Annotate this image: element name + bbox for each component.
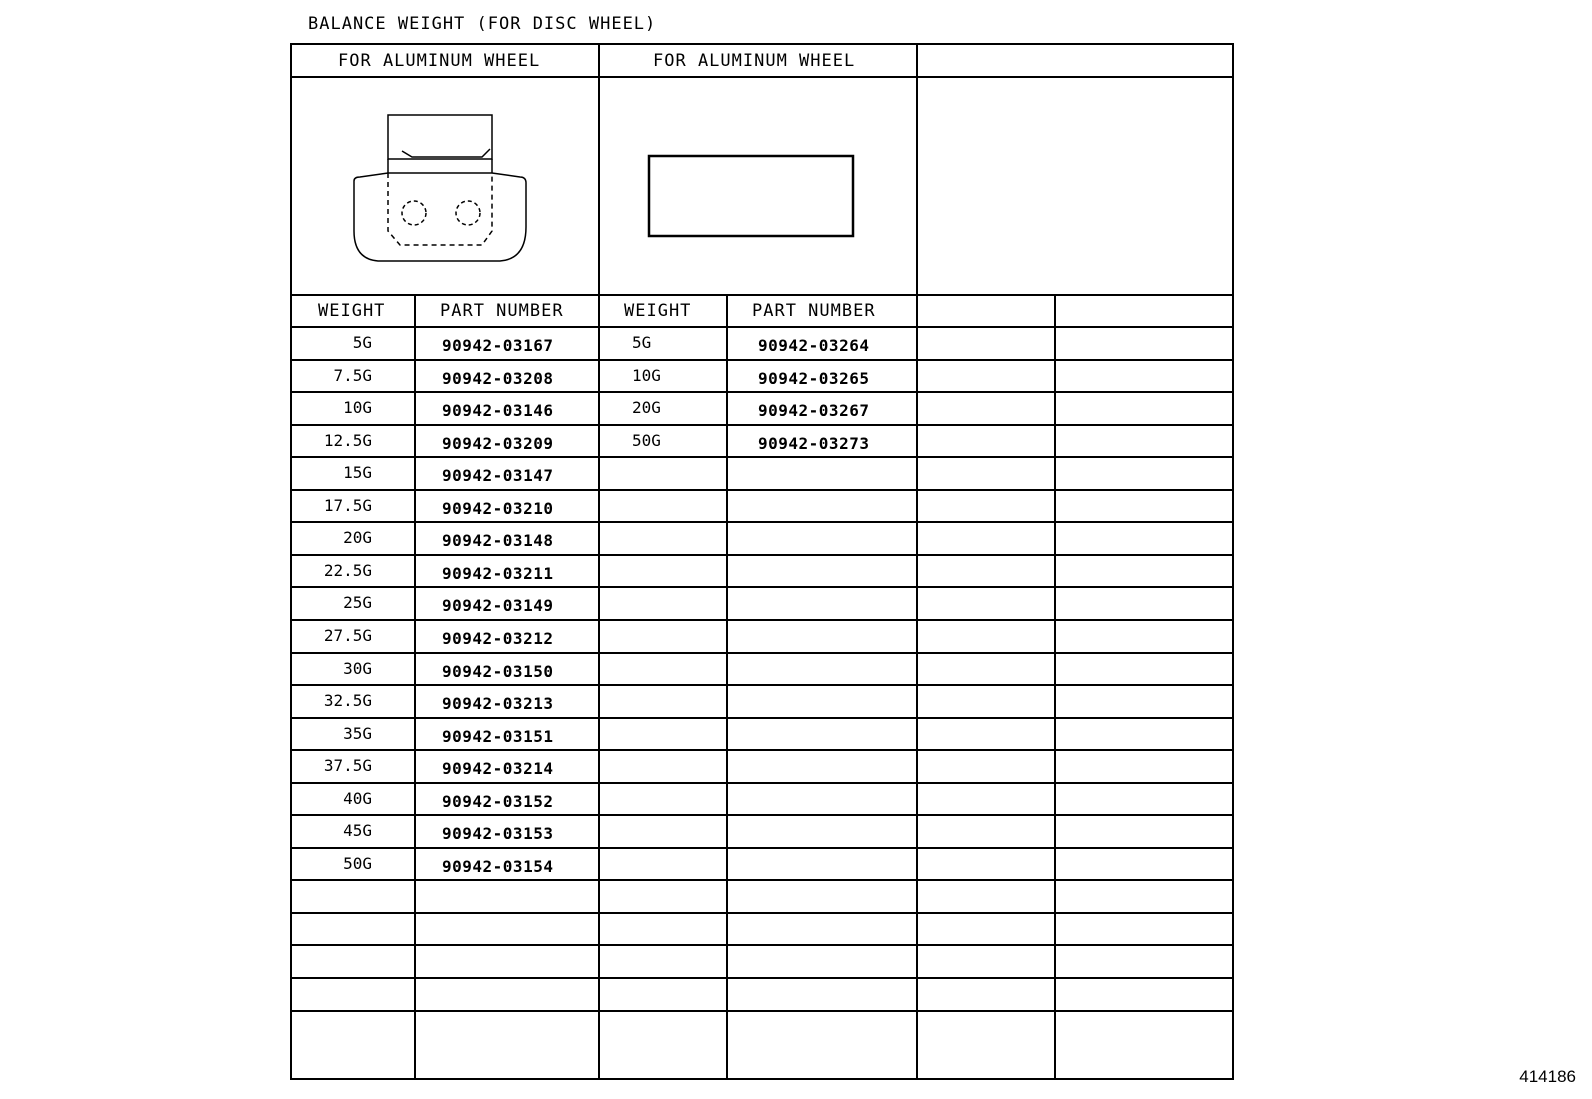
drawing-rule xyxy=(290,294,1234,296)
subcolumn-divider xyxy=(1054,294,1056,1080)
row-rule xyxy=(290,424,1234,426)
row-rule xyxy=(290,554,1234,556)
part-number-cell: 90942-03210 xyxy=(442,499,554,518)
row-rule xyxy=(290,977,1234,979)
weight-cell: 37.5G xyxy=(323,756,372,775)
weight-header: WEIGHT xyxy=(318,301,386,321)
weight-cell: 15G xyxy=(343,463,372,482)
part-number-cell: 90942-03147 xyxy=(442,466,554,485)
subcolumn-divider xyxy=(726,294,728,1080)
part-number-cell: 90942-03265 xyxy=(758,369,870,388)
part-number-cell: 90942-03148 xyxy=(442,531,554,550)
column-heading: FOR ALUMINUM WHEEL xyxy=(338,51,541,71)
part-number-cell: 90942-03267 xyxy=(758,401,870,420)
part-number-cell: 90942-03167 xyxy=(442,336,554,355)
column-heading: FOR ALUMINUM WHEEL xyxy=(653,51,856,71)
part-number-cell: 90942-03149 xyxy=(442,596,554,615)
weight-cell: 35G xyxy=(343,724,372,743)
balance-weight-table xyxy=(290,43,1234,1080)
row-rule xyxy=(290,359,1234,361)
part-number-header: PART NUMBER xyxy=(752,301,876,321)
adhesive-balance-weight-icon xyxy=(646,153,856,239)
weight-cell: 20G xyxy=(632,398,661,417)
part-number-cell: 90942-03150 xyxy=(442,662,554,681)
weight-cell: 27.5G xyxy=(323,626,372,645)
part-number-cell: 90942-03209 xyxy=(442,434,554,453)
row-rule xyxy=(290,586,1234,588)
row-rule xyxy=(290,391,1234,393)
row-rule xyxy=(290,782,1234,784)
part-number-cell: 90942-03153 xyxy=(442,824,554,843)
row-rule xyxy=(290,489,1234,491)
heading-rule xyxy=(290,76,1234,78)
row-rule xyxy=(290,326,1234,328)
row-rule xyxy=(290,619,1234,621)
weight-cell: 12.5G xyxy=(323,431,372,450)
weight-cell: 10G xyxy=(343,398,372,417)
column-divider xyxy=(916,43,918,1080)
weight-cell: 50G xyxy=(632,431,661,450)
weight-cell: 7.5G xyxy=(333,366,372,385)
row-rule xyxy=(290,1010,1234,1012)
part-number-cell: 90942-03211 xyxy=(442,564,554,583)
weight-cell: 17.5G xyxy=(323,496,372,515)
row-rule xyxy=(290,456,1234,458)
part-number-cell: 90942-03208 xyxy=(442,369,554,388)
catalog-number: 414186 xyxy=(1519,1067,1576,1086)
row-rule xyxy=(290,652,1234,654)
weight-cell: 5G xyxy=(632,333,652,352)
weight-cell: 30G xyxy=(343,659,372,678)
weight-cell: 32.5G xyxy=(323,691,372,710)
page-title: BALANCE WEIGHT (FOR DISC WHEEL) xyxy=(308,14,657,34)
row-rule xyxy=(290,879,1234,881)
part-number-cell: 90942-03264 xyxy=(758,336,870,355)
part-number-cell: 90942-03151 xyxy=(442,727,554,746)
part-number-cell: 90942-03273 xyxy=(758,434,870,453)
row-rule xyxy=(290,814,1234,816)
part-number-cell: 90942-03213 xyxy=(442,694,554,713)
row-rule xyxy=(290,749,1234,751)
part-number-cell: 90942-03212 xyxy=(442,629,554,648)
weight-cell: 40G xyxy=(343,789,372,808)
subcolumn-divider xyxy=(414,294,416,1080)
column-divider xyxy=(598,43,600,1080)
part-number-cell: 90942-03154 xyxy=(442,857,554,876)
row-rule xyxy=(290,847,1234,849)
weight-cell: 22.5G xyxy=(323,561,372,580)
part-number-header: PART NUMBER xyxy=(440,301,564,321)
row-rule xyxy=(290,717,1234,719)
weight-cell: 10G xyxy=(632,366,661,385)
row-rule xyxy=(290,944,1234,946)
weight-header: WEIGHT xyxy=(624,301,692,321)
weight-cell: 5G xyxy=(352,333,372,352)
row-rule xyxy=(290,521,1234,523)
row-rule xyxy=(290,684,1234,686)
weight-cell: 50G xyxy=(343,854,372,873)
weight-cell: 45G xyxy=(343,821,372,840)
weight-cell: 25G xyxy=(343,593,372,612)
part-number-cell: 90942-03152 xyxy=(442,792,554,811)
part-number-cell: 90942-03146 xyxy=(442,401,554,420)
weight-cell: 20G xyxy=(343,528,372,547)
part-number-cell: 90942-03214 xyxy=(442,759,554,778)
row-rule xyxy=(290,912,1234,914)
clip-on-balance-weight-icon xyxy=(350,111,530,263)
